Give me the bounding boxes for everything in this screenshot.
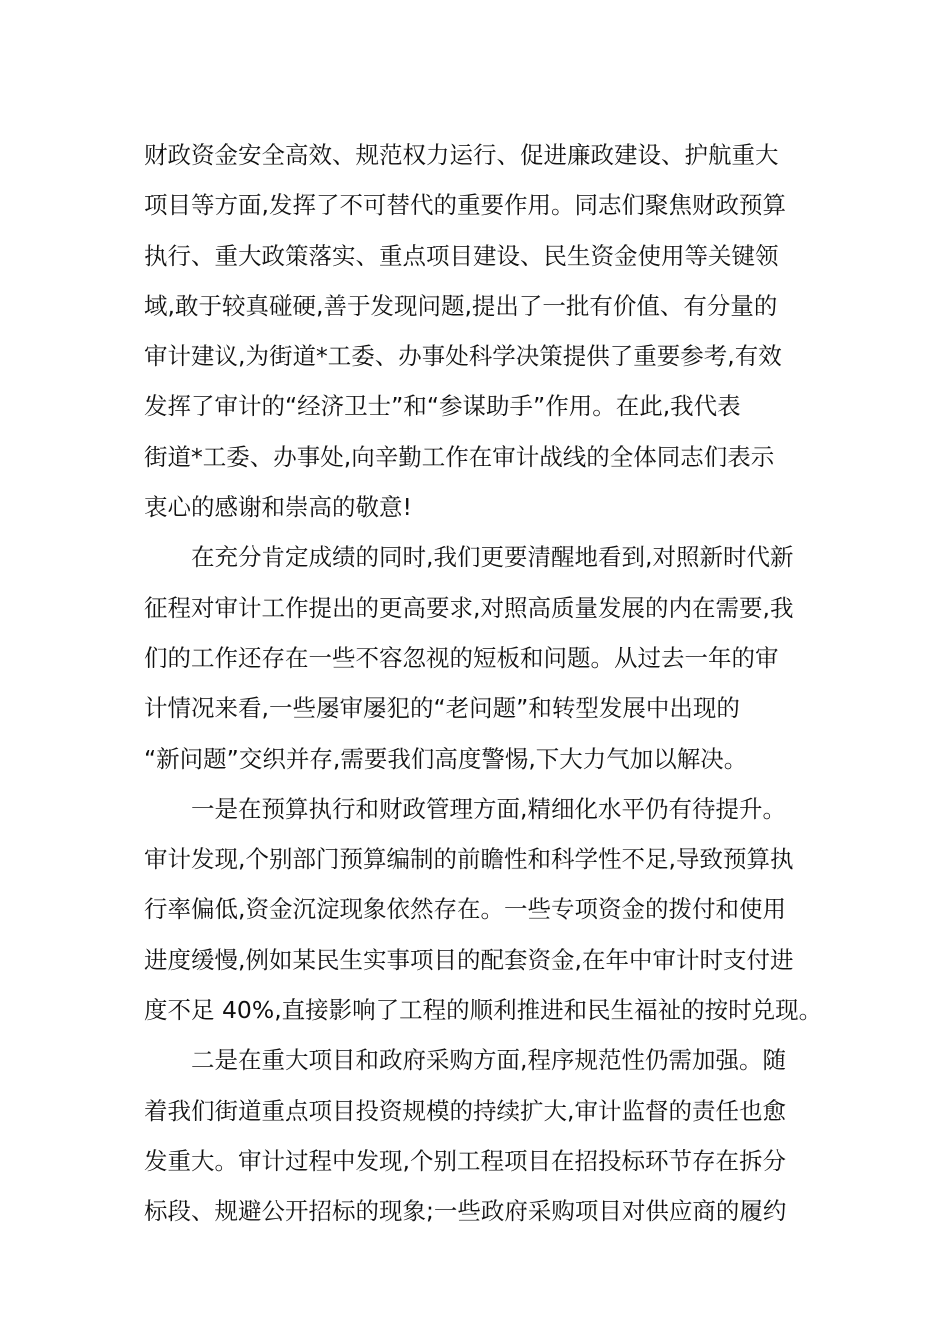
text-line: 发挥了审计的“经济卫士”和“参谋助手”作用。在此,我代表 (144, 392, 741, 421)
text-line: 发重大。审计过程中发现,个别工程项目在招投标环节存在拆分 (144, 1146, 786, 1175)
text-line: 计情况来看,一些屡审屡犯的“老问题”和转型发展中出现的 (144, 694, 740, 723)
text-line: 们的工作还存在一些不容忽视的短板和问题。从过去一年的审 (144, 643, 779, 672)
text-line: 街道*工委、办事处,向辛勤工作在审计战线的全体同志们表示 (144, 442, 775, 471)
text-line: “新问题”交织并存,需要我们高度警惕,下大力气加以解决。 (144, 744, 748, 773)
text-line: 标段、规避公开招标的现象;一些政府采购项目对供应商的履约 (144, 1197, 787, 1226)
paragraph-start-line: 在充分肯定成绩的同时,我们更要清醒地看到,对照新时代新 (191, 543, 794, 572)
text-line: 项目等方面,发挥了不可替代的重要作用。同志们聚焦财政预算 (144, 191, 786, 220)
text-line: 执行、重大政策落实、重点项目建设、民生资金使用等关键领 (144, 241, 779, 270)
text-line: 进度缓慢,例如某民生实事项目的配套资金,在年中审计时支付进 (144, 945, 794, 974)
text-line: 域,敢于较真碰硬,善于发现问题,提出了一批有价值、有分量的 (144, 291, 778, 320)
paragraph-start-line: 二是在重大项目和政府采购方面,程序规范性仍需加强。随 (191, 1046, 786, 1075)
text-line: 审计建议,为街道*工委、办事处科学决策提供了重要参考,有效 (144, 342, 782, 371)
text-line: 着我们街道重点项目投资规模的持续扩大,审计监督的责任也愈 (144, 1096, 786, 1125)
text-line: 财政资金安全高效、规范权力运行、促进廉政建设、护航重大 (144, 141, 779, 169)
text-line: 衷心的感谢和崇高的敬意! (144, 493, 412, 522)
text-line: 度不足 40%,直接影响了工程的顺利推进和民生福祉的按时兑现。 (144, 996, 823, 1025)
text-line: 征程对审计工作提出的更高要求,对照高质量发展的内在需要,我 (144, 593, 794, 622)
paragraph-start-line: 一是在预算执行和财政管理方面,精细化水平仍有待提升。 (191, 794, 786, 823)
text-line: 行率偏低,资金沉淀现象依然存在。一些专项资金的拨付和使用 (144, 895, 786, 924)
document-body (144, 130, 824, 1237)
text-line: 审计发现,个别部门预算编制的前瞻性和科学性不足,导致预算执 (144, 845, 794, 874)
